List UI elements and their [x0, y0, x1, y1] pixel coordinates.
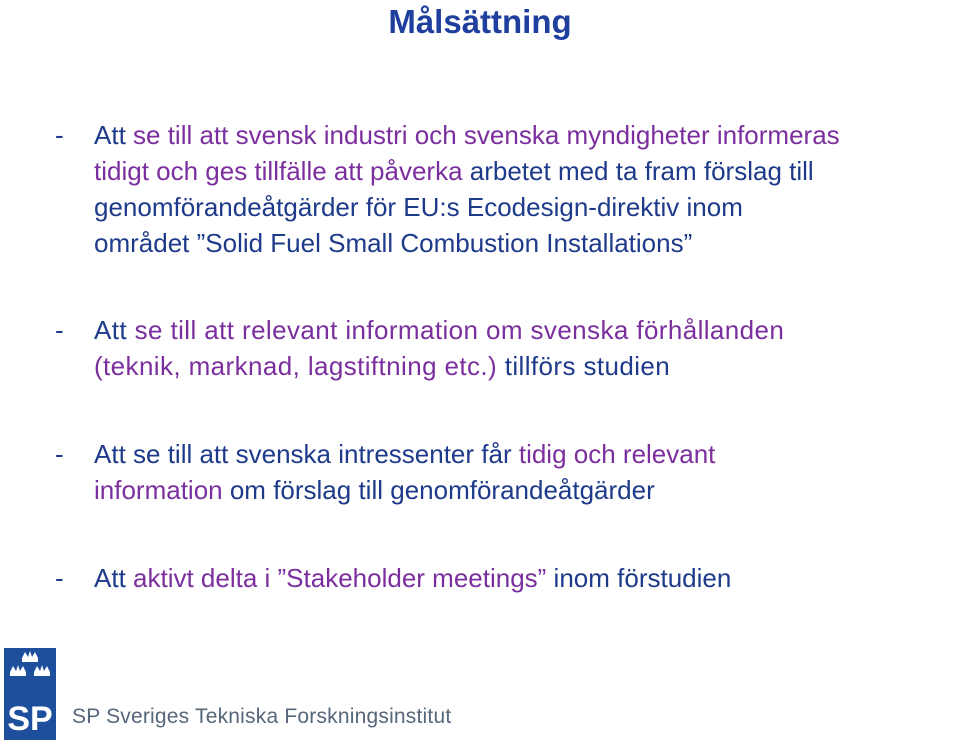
text-segment: om förslag till genomförandeåtgärder: [222, 475, 655, 505]
bullet-line: [94, 189, 960, 225]
text-segment: Att: [94, 563, 134, 593]
bullet-item: [0, 436, 960, 508]
bullet-line: [94, 153, 960, 189]
text-segment-highlight: tidigt och ges tillfälle att påverka: [94, 156, 463, 186]
text-segment: området ”Solid Fuel Small Combustion Installations”: [94, 228, 693, 258]
text-segment-highlight: se till att svensk industri och svenska myndigheter informeras: [133, 120, 840, 150]
bullet-dash: -: [55, 120, 64, 150]
text-segment: genomförandeåtgärder för EU:s Ecodesign-direktiv inom: [94, 192, 743, 222]
bullet-item: [0, 560, 960, 596]
sp-logo: [4, 648, 56, 740]
three-crowns-icon: [4, 648, 56, 740]
text-segment-highlight: tidig och relevant: [518, 439, 716, 469]
organization-name: SP Sveriges Tekniska Forskningsinstitut: [72, 705, 452, 728]
text-segment: tillförs studien: [497, 351, 671, 381]
text-segment-highlight: aktivt delta i ”Stakeholder meetings”: [133, 563, 547, 593]
logo-mark-text: SP: [7, 700, 53, 738]
text-segment: Att se till att svenska intressenter får: [94, 439, 519, 469]
bullet-dash: -: [55, 315, 65, 345]
bullet-item: [0, 117, 960, 261]
text-segment-highlight: (teknik, marknad, lagstiftning etc.): [94, 351, 498, 381]
text-segment-highlight: se till att relevant information om svenska förhållanden: [134, 315, 785, 345]
bullet-line: [94, 436, 960, 472]
bullet-line: [94, 472, 960, 508]
bullet-dash: -: [55, 563, 64, 593]
text-segment: arbetet med ta fram förslag till: [462, 156, 814, 186]
bullet-line: [94, 225, 960, 261]
text-segment: Att: [94, 120, 134, 150]
bullet-line: [94, 117, 960, 153]
text-segment-highlight: information: [94, 475, 223, 505]
bullet-line: [94, 560, 960, 596]
bullet-item: [0, 312, 960, 384]
text-segment: inom förstudien: [546, 563, 732, 593]
bullet-line: [94, 348, 960, 384]
slide-title: Målsättning: [388, 3, 572, 40]
text-segment: Att: [94, 315, 135, 345]
bullet-line: [94, 312, 960, 348]
bullet-dash: -: [55, 439, 64, 469]
